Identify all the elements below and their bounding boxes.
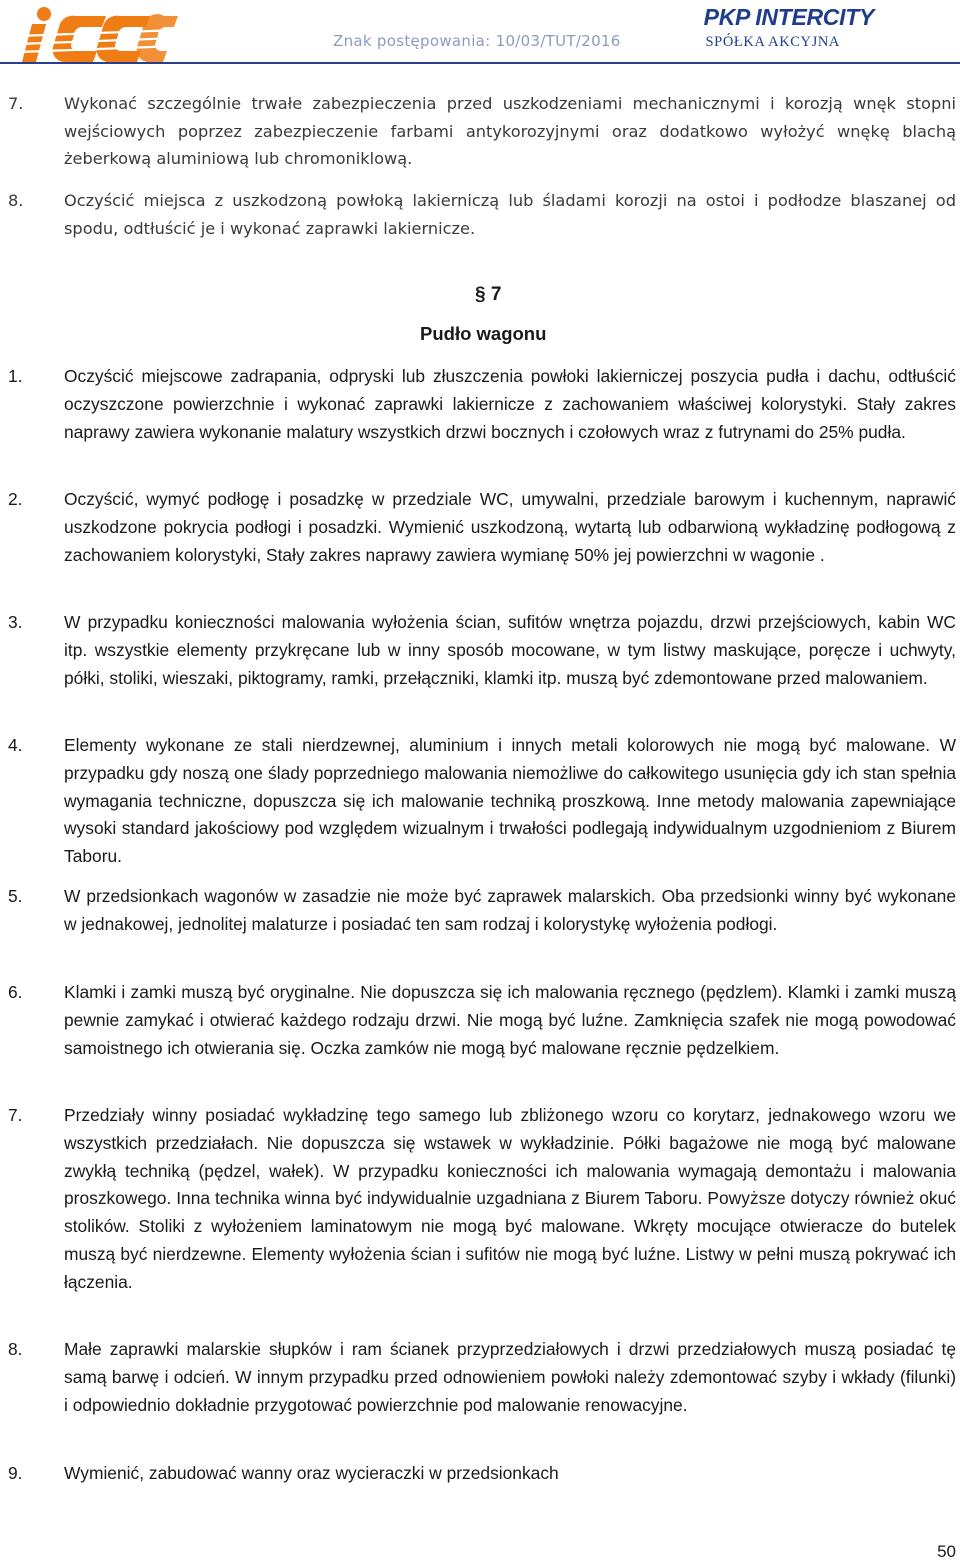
item-text: Małe zaprawki malarskie słupków i ram ścianek przyprzedziałowych i drzwi przedziałowych muszą posiadać tę samą barwę i odcień. W innym przypadku przed odnowieniem powłoki należy zdemontować szyby i wkłady (filunki) i odpowiednio dokładnie przygotować powierzchnie pod malowanie renowacyjne. <box>64 1339 956 1415</box>
item-text: W przedsionkach wagonów w zasadzie nie może być zaprawek malarskich. Oba przedsionki winny być wykonane w jednakowej, jednolitej malaturze i posiadać ten sam rodzaj i kolorystykę wyłożenia podłogi. <box>64 886 956 934</box>
item-number: 7. <box>8 1105 23 1125</box>
item-number: 8. <box>8 191 24 210</box>
list-item <box>8 1460 956 1488</box>
item-number: 7. <box>8 94 24 113</box>
item-text: Wymienić, zabudować wanny oraz wycieraczki w przedsionkach <box>64 1463 559 1483</box>
item-number: 8. <box>8 1339 23 1359</box>
list-item <box>8 883 956 939</box>
list-item <box>8 363 956 446</box>
list-item <box>8 979 956 1062</box>
page-header <box>0 0 960 70</box>
item-number: 9. <box>8 1463 23 1483</box>
item-text: Oczyścić miejsca z uszkodzoną powłoką lakierniczą lub śladami korozji na ostoi i podłodze blaszanej od spodu, odtłuścić je i wykonać zaprawki lakiernicze. <box>64 191 956 238</box>
section-title: Pudło wagonu <box>420 323 547 344</box>
item-number: 2. <box>8 489 23 509</box>
item-number: 3. <box>8 612 23 632</box>
item-number: 5. <box>8 886 23 906</box>
item-text: Oczyścić miejscowe zadrapania, odpryski lub złuszczenia powłoki lakierniczej poszycia pudła i dachu, odtłuścić oczyszczone powierzchnie i wykonać zaprawki lakiernicze z zachowaniem właściwej kolorystyki. Stały zakres naprawy zawiera wykonanie malatury wszystkich drzwi bocznych i czołowych wraz z futrynami do 25% pudła. <box>64 366 956 442</box>
item-text: Elementy wykonane ze stali nierdzewnej, aluminium i innych metali kolorowych nie mogą być malowane. W przypadku gdy noszą one ślady poprzedniego malowania niemożliwe do całkowitego usunięcia gdy ich stan spełnia wymagania techniczne, dopuszcza się ich malowanie techniką proszkową. Inne metody malowania zapewniające wysoki standard jakościowy pod względem wizualnym i trwałości podlegają indywidualnym uzgodnieniom z Biurem Taboru. <box>64 735 956 867</box>
item-text: W przypadku konieczności malowania wyłożenia ścian, sufitów wnętrza pojazdu, drzwi przejściowych, kabin WC itp. wszystkie elementy przykręcane lub w inny sposób mocowane, w tym listwy maskujące, poręcze i uchwyty, półki, stoliki, wieszaki, piktogramy, ramki, przełączniki, klamki itp. muszą być zdemontowane przed malowaniem. <box>64 612 956 688</box>
section-sign: § 7 <box>475 284 502 305</box>
list-item <box>8 187 956 242</box>
pkp-intercity-logo: PKP INTERCITY <box>703 4 874 30</box>
tender-reference: Znak postępowania: 10/03/TUT/2016 <box>333 32 621 50</box>
item-text: Oczyścić, wymyć podłogę i posadzkę w przedziale WC, umywalni, przedziale barowym i kuchennym, naprawić uszkodzone pokrycia podłogi i posadzki. Wymienić uszkodzoną, wytartą lub odbarwioną wykładzinę podłogową z zachowaniem kolorystyki, Stały zakres naprawy zawiera wymianę 50% jej powierzchni w wagonie . <box>64 489 956 565</box>
page-number: 50 <box>937 1542 956 1561</box>
item-text: Wykonać szczególnie trwałe zabezpieczenia przed uszkodzeniami mechanicznymi i korozją wnęk stopni wejściowych poprzez zabezpieczenie farbami antykorozyjnymi oraz dodatkowo wyłożyć wnękę blachą żeberkową aluminiową lub chromoniklową. <box>64 94 956 168</box>
list-item <box>8 732 956 871</box>
list-item <box>8 1102 956 1297</box>
list-item <box>8 90 956 173</box>
iccc-logo <box>18 2 178 66</box>
list-item <box>8 609 956 692</box>
item-text: Przedziały winny posiadać wykładzinę tego samego lub zbliżonego wzoru co korytarz, jednakowego wzoru we wszystkich przedziałach. Nie dopuszcza się wstawek w wykładzinie. Półki bagażowe nie mogą być malowane zwykłą techniką (pędzel, wałek). W przypadku konieczności ich malowania wymagają demontażu i malowania proszkowego. Inna technika winna być indywidualnie uzgadniana z Biurem Taboru. Powyższe dotyczy również okuć stolików. Stoliki z wyłożeniem laminatowym nie mogą być malowane. Wkręty mocujące otwieracze do butelek muszą być nierdzewne. Elementy wyłożenia ścian i sufitów nie mogą być luźne. Listwy w pełni muszą pokrywać ich łączenia. <box>64 1105 956 1292</box>
item-number: 1. <box>8 366 23 386</box>
item-text: Klamki i zamki muszą być oryginalne. Nie dopuszcza się ich malowania ręcznego (pędzlem). Klamki i zamki muszą pewnie zamykać i otwierać każdego rodzaju drzwi. Nie mogą być luźne. Zamknięcia szafek nie mogą powodować samoistnego ich otwierania się. Oczka zamków nie mogą być malowane ręcznie pędzelkiem. <box>64 982 956 1058</box>
header-divider <box>0 62 960 64</box>
company-type-label: SPÓŁKA AKCYJNA <box>705 34 840 50</box>
list-item <box>8 1336 956 1419</box>
item-number: 6. <box>8 982 23 1002</box>
list-item <box>8 486 956 569</box>
item-number: 4. <box>8 735 23 755</box>
